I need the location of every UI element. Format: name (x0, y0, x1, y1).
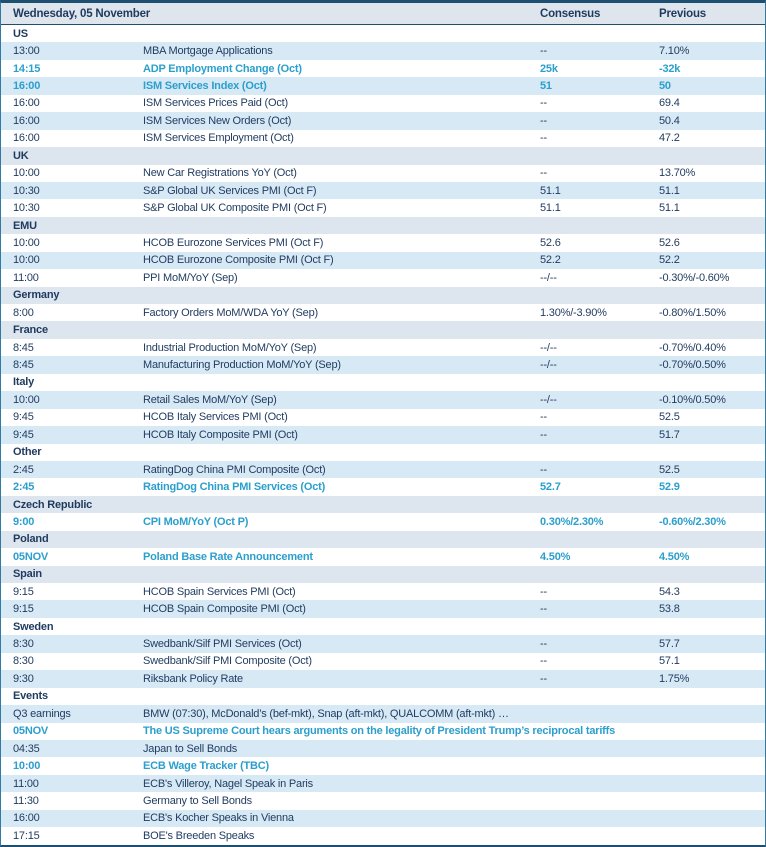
event-previous-value: 52.9 (659, 481, 680, 494)
event-previous-value: -32k (659, 62, 681, 75)
event-title: The US Supreme Court hears arguments on the legality of President Trump’s reciprocal tariffs (143, 725, 616, 738)
header-consensus-label: Consensus (540, 7, 601, 20)
event-previous-value: 51.1 (659, 184, 680, 197)
section-label: Spain (13, 568, 42, 581)
event-title: ECB's Kocher Speaks in Vienna (143, 812, 294, 825)
event-previous-value: 53.8 (659, 603, 680, 616)
event-consensus-value: -- (540, 672, 547, 685)
event-title: HCOB Italy Services PMI (Oct) (143, 411, 288, 424)
section-label: UK (13, 149, 29, 162)
event-time: 11:00 (13, 777, 39, 790)
section-row (1, 688, 765, 705)
calendar-event-row (1, 42, 765, 59)
event-consensus-value: -- (540, 114, 547, 127)
calendar-event-row (1, 513, 765, 530)
event-previous-value: 1.75% (659, 672, 690, 685)
event-title: HCOB Spain Services PMI (Oct) (143, 585, 296, 598)
event-title: Japan to Sell Bonds (143, 742, 238, 755)
event-time: 16:00 (13, 812, 40, 825)
event-time: 10:00 (13, 167, 40, 180)
event-title: Industrial Production MoM/YoY (Sep) (143, 341, 317, 354)
calendar-event-row (1, 723, 765, 740)
section-row (1, 374, 765, 391)
section-row (1, 287, 765, 304)
event-previous-value: 52.2 (659, 254, 680, 267)
event-consensus-value: 4.50% (540, 550, 571, 563)
calendar-event-row (1, 356, 765, 373)
section-label: US (13, 27, 28, 40)
event-consensus-value: -- (540, 638, 547, 651)
event-consensus-value: 1.30%/-3.90% (540, 306, 607, 319)
calendar-event-row (1, 827, 765, 844)
event-title: ISM Services Prices Paid (Oct) (143, 97, 288, 110)
section-row (1, 566, 765, 583)
calendar-event-row (1, 757, 765, 774)
event-time: 16:00 (13, 97, 40, 110)
section-label: Italy (13, 376, 35, 389)
event-time: 2:45 (13, 481, 35, 494)
event-previous-value: 51.1 (659, 202, 680, 215)
calendar-event-row (1, 635, 765, 652)
event-time: 04:35 (13, 742, 40, 755)
event-time: 8:30 (13, 655, 34, 668)
event-title: RatingDog China PMI Composite (Oct) (143, 463, 326, 476)
calendar-event-row (1, 705, 765, 722)
event-previous-value: 13.70% (659, 167, 696, 180)
calendar-event-row (1, 234, 765, 251)
event-title: Germany to Sell Bonds (143, 794, 252, 807)
calendar-event-row (1, 112, 765, 129)
section-label: Germany (13, 289, 60, 302)
event-time: 10:00 (13, 760, 41, 773)
event-title: Swedbank/Silf PMI Composite (Oct) (143, 655, 312, 668)
section-label: Sweden (13, 620, 54, 633)
event-title: ISM Services Employment (Oct) (143, 132, 294, 145)
event-consensus-value: -- (540, 428, 547, 441)
event-consensus-value: -- (540, 97, 547, 110)
section-row (1, 217, 765, 234)
event-previous-value: -0.60%/2.30% (659, 515, 726, 528)
section-row (1, 25, 765, 42)
event-title: Swedbank/Silf PMI Services (Oct) (143, 638, 302, 651)
section-label: Czech Republic (13, 498, 93, 511)
event-title: Retail Sales MoM/YoY (Sep) (143, 393, 277, 406)
event-time: 16:00 (13, 114, 40, 127)
event-previous-value: 50.4 (659, 114, 680, 127)
event-time: 11:00 (13, 271, 39, 284)
event-consensus-value: 52.6 (540, 236, 561, 249)
event-consensus-value: 51.1 (540, 202, 561, 215)
section-label: Poland (13, 533, 49, 546)
calendar-event-row (1, 600, 765, 617)
event-title: Manufacturing Production MoM/YoY (Sep) (143, 359, 341, 372)
event-time: 10:00 (13, 236, 40, 249)
event-time: 05NOV (13, 725, 49, 738)
event-title: ECB's Villeroy, Nagel Speak in Paris (143, 777, 313, 790)
event-consensus-value: 52.2 (540, 254, 561, 267)
event-title: Poland Base Rate Announcement (143, 550, 313, 563)
event-previous-value: -0.70%/0.40% (659, 341, 726, 354)
event-consensus-value: 52.7 (540, 481, 561, 494)
event-previous-value: -0.70%/0.50% (659, 359, 726, 372)
section-row (1, 531, 765, 548)
event-title: HCOB Eurozone Composite PMI (Oct F) (143, 254, 334, 267)
event-consensus-value: 25k (540, 62, 558, 75)
event-time: 2:45 (13, 463, 34, 476)
event-consensus-value: -- (540, 411, 547, 424)
event-time: 9:15 (13, 585, 34, 598)
table-header-row (1, 3, 765, 25)
event-consensus-value: -- (540, 463, 547, 476)
calendar-event-row (1, 77, 765, 94)
calendar-event-row (1, 775, 765, 792)
event-previous-value: 7.10% (659, 45, 690, 58)
section-row (1, 618, 765, 635)
event-previous-value: 52.6 (659, 236, 680, 249)
header-previous-label: Previous (659, 7, 706, 20)
event-time: 9:30 (13, 672, 34, 685)
event-time: 10:30 (13, 184, 40, 197)
event-time: 14:15 (13, 62, 41, 75)
section-label: France (13, 324, 48, 337)
event-time: 16:00 (13, 80, 41, 93)
event-title: BMW (07:30), McDonald’s (bef-mkt), Snap (aft-mkt), QUALCOMM (aft-mkt) … (143, 707, 509, 720)
event-time: 17:15 (13, 829, 40, 842)
event-consensus-value: --/-- (540, 271, 557, 284)
event-title: HCOB Spain Composite PMI (Oct) (143, 603, 306, 616)
section-row (1, 147, 765, 164)
event-previous-value: 52.5 (659, 463, 680, 476)
calendar-event-row (1, 252, 765, 269)
event-previous-value: 57.1 (659, 655, 680, 668)
event-previous-value: 51.7 (659, 428, 680, 441)
calendar-event-row (1, 740, 765, 757)
event-title: New Car Registrations YoY (Oct) (143, 167, 297, 180)
event-previous-value: 54.3 (659, 585, 680, 598)
event-time: 10:00 (13, 254, 40, 267)
event-title: S&P Global UK Composite PMI (Oct F) (143, 202, 327, 215)
calendar-event-row (1, 165, 765, 182)
event-consensus-value: --/-- (540, 393, 557, 406)
event-previous-value: 50 (659, 80, 671, 93)
event-previous-value: 57.7 (659, 638, 680, 651)
table-body (1, 25, 765, 845)
event-consensus-value: 51 (540, 80, 552, 93)
event-title: HCOB Italy Composite PMI (Oct) (143, 428, 298, 441)
calendar-event-row (1, 810, 765, 827)
event-consensus-value: -- (540, 603, 547, 616)
event-time: 9:15 (13, 603, 34, 616)
event-previous-value: -0.80%/1.50% (659, 306, 726, 319)
event-previous-value: 47.2 (659, 132, 680, 145)
event-time: 13:00 (13, 45, 40, 58)
event-title: BOE's Breeden Speaks (143, 829, 255, 842)
event-time: 16:00 (13, 132, 40, 145)
calendar-event-row (1, 548, 765, 565)
calendar-event-row (1, 182, 765, 199)
event-title: MBA Mortgage Applications (143, 45, 273, 58)
calendar-event-row (1, 130, 765, 147)
event-consensus-value: 51.1 (540, 184, 561, 197)
calendar-event-row (1, 391, 765, 408)
calendar-event-row (1, 426, 765, 443)
event-title: PPI MoM/YoY (Sep) (143, 271, 238, 284)
event-previous-value: 69.4 (659, 97, 680, 110)
calendar-event-row (1, 339, 765, 356)
section-label: Events (13, 690, 48, 703)
event-title: S&P Global UK Services PMI (Oct F) (143, 184, 317, 197)
calendar-event-row (1, 792, 765, 809)
section-label: Other (13, 446, 42, 459)
calendar-event-row (1, 583, 765, 600)
event-title: CPI MoM/YoY (Oct P) (143, 515, 249, 528)
event-time: 11:30 (13, 794, 39, 807)
event-consensus-value: 0.30%/2.30% (540, 515, 604, 528)
event-consensus-value: --/-- (540, 359, 557, 372)
section-row (1, 496, 765, 513)
section-row (1, 444, 765, 461)
event-time: 05NOV (13, 550, 49, 563)
calendar-event-row (1, 409, 765, 426)
event-time: 8:30 (13, 638, 34, 651)
event-title: ISM Services Index (Oct) (143, 80, 267, 93)
calendar-event-row (1, 269, 765, 286)
calendar-event-row (1, 461, 765, 478)
calendar-event-row (1, 95, 765, 112)
event-consensus-value: -- (540, 167, 547, 180)
section-label: EMU (13, 219, 37, 232)
event-previous-value: 4.50% (659, 550, 690, 563)
event-time: 9:45 (13, 428, 34, 441)
event-title: ISM Services New Orders (Oct) (143, 114, 292, 127)
event-consensus-value: -- (540, 45, 547, 58)
calendar-event-row (1, 653, 765, 670)
event-consensus-value: -- (540, 585, 547, 598)
calendar-event-row (1, 199, 765, 216)
calendar-event-row (1, 670, 765, 687)
event-title: ECB Wage Tracker (TBC) (143, 760, 269, 773)
event-consensus-value: --/-- (540, 341, 557, 354)
header-date-label: Wednesday, 05 November (13, 7, 151, 20)
section-row (1, 321, 765, 338)
event-consensus-value: -- (540, 132, 547, 145)
event-previous-value: 52.5 (659, 411, 680, 424)
event-title: HCOB Eurozone Services PMI (Oct F) (143, 236, 324, 249)
event-previous-value: -0.30%/-0.60% (659, 271, 730, 284)
calendar-event-row (1, 304, 765, 321)
event-time: 10:00 (13, 393, 40, 406)
event-time: 9:45 (13, 411, 34, 424)
event-time: 8:45 (13, 341, 34, 354)
event-time: 8:00 (13, 306, 34, 319)
event-time: 8:45 (13, 359, 34, 372)
calendar-event-row (1, 478, 765, 495)
event-time: 9:00 (13, 515, 35, 528)
event-title: RatingDog China PMI Services (Oct) (143, 481, 326, 494)
event-time: 10:30 (13, 202, 40, 215)
event-title: Factory Orders MoM/WDA YoY (Sep) (143, 306, 318, 319)
event-consensus-value: -- (540, 655, 547, 668)
event-previous-value: -0.10%/0.50% (659, 393, 726, 406)
event-title: ADP Employment Change (Oct) (143, 62, 302, 75)
event-time: Q3 earnings (13, 707, 71, 720)
calendar-event-row (1, 60, 765, 77)
event-title: Riksbank Policy Rate (143, 672, 243, 685)
